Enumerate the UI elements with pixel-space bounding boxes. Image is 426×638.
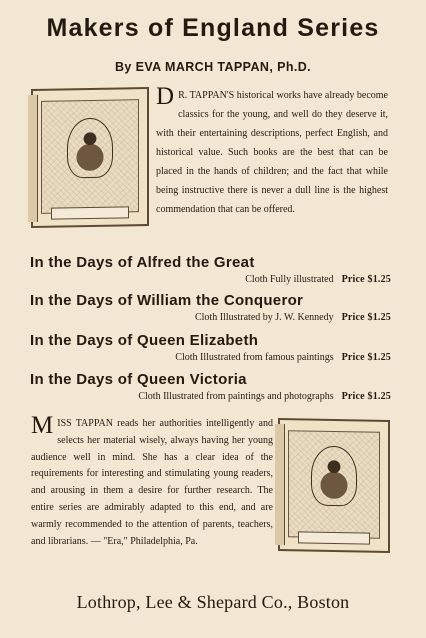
intro-paragraph bbox=[156, 83, 388, 219]
book-meta bbox=[175, 353, 391, 363]
book-details: Cloth Illustrated by J. W. Kennedy bbox=[194, 312, 334, 323]
book-spine bbox=[28, 95, 38, 222]
review-paragraph bbox=[31, 412, 273, 550]
publisher-line: Lothrop, Lee & Shepard Co., Boston bbox=[76, 592, 350, 612]
book-meta bbox=[138, 392, 391, 402]
book-figure bbox=[67, 117, 113, 178]
alfred-book-illustration bbox=[31, 87, 149, 228]
book-label-band bbox=[51, 206, 129, 219]
author-line: By EVA MARCH TAPPAN, Ph.D. bbox=[114, 60, 312, 74]
intro-drop-cap: D bbox=[156, 83, 175, 110]
book-title: In the Days of Alfred the Great bbox=[30, 254, 255, 271]
book-meta bbox=[245, 275, 391, 285]
book-figure bbox=[311, 446, 357, 507]
book-price: Price $1.25 bbox=[341, 312, 391, 323]
series-title: Makers of England Series bbox=[46, 14, 380, 42]
book-entry-victoria bbox=[30, 371, 391, 402]
book-details: Cloth Illustrated from paintings and photographs bbox=[138, 391, 334, 402]
book-label-band bbox=[298, 531, 370, 544]
book-entry-alfred bbox=[30, 254, 391, 285]
book-meta bbox=[195, 313, 391, 323]
book-price: Price $1.25 bbox=[341, 274, 391, 285]
victoria-book-illustration bbox=[278, 418, 390, 553]
book-entry-william bbox=[30, 292, 391, 323]
book-title: In the Days of Queen Elizabeth bbox=[30, 332, 259, 349]
book-details: Cloth Fully illustrated bbox=[245, 274, 334, 285]
book-title: In the Days of Queen Victoria bbox=[30, 371, 247, 388]
book-details: Cloth Illustrated from famous paintings bbox=[175, 352, 334, 363]
intro-text: R. TAPPAN'S historical works have already become classics for the young, and well do they deserve it, with their entertaining descriptions, perfect English, and historical value. Such books are the best that can be placed in the hands of children; and the fact that while being instructive there is never a dull line is the highest commendation that can be offered. bbox=[156, 90, 388, 215]
book-spine bbox=[275, 424, 285, 545]
book-cover-art bbox=[41, 99, 139, 214]
book-cover-art bbox=[288, 430, 380, 539]
book-price: Price $1.25 bbox=[341, 352, 391, 363]
book-title: In the Days of William the Conqueror bbox=[30, 292, 304, 309]
review-text: ISS TAPPAN reads her authorities intelligently and selects her material wisely, always having her young audience well in mind. She has a clear idea of the requirements for interesting and stimulating young readers, and arousing in them a desire for further research. The entire series are admirably adapted to this end, and are warmly recommended to the attention of parents, teachers, and librarians. — "Era," Philadelphia, Pa. bbox=[31, 418, 273, 547]
book-entry-elizabeth bbox=[30, 332, 391, 363]
book-price: Price $1.25 bbox=[341, 391, 391, 402]
review-drop-cap: M bbox=[31, 412, 54, 439]
